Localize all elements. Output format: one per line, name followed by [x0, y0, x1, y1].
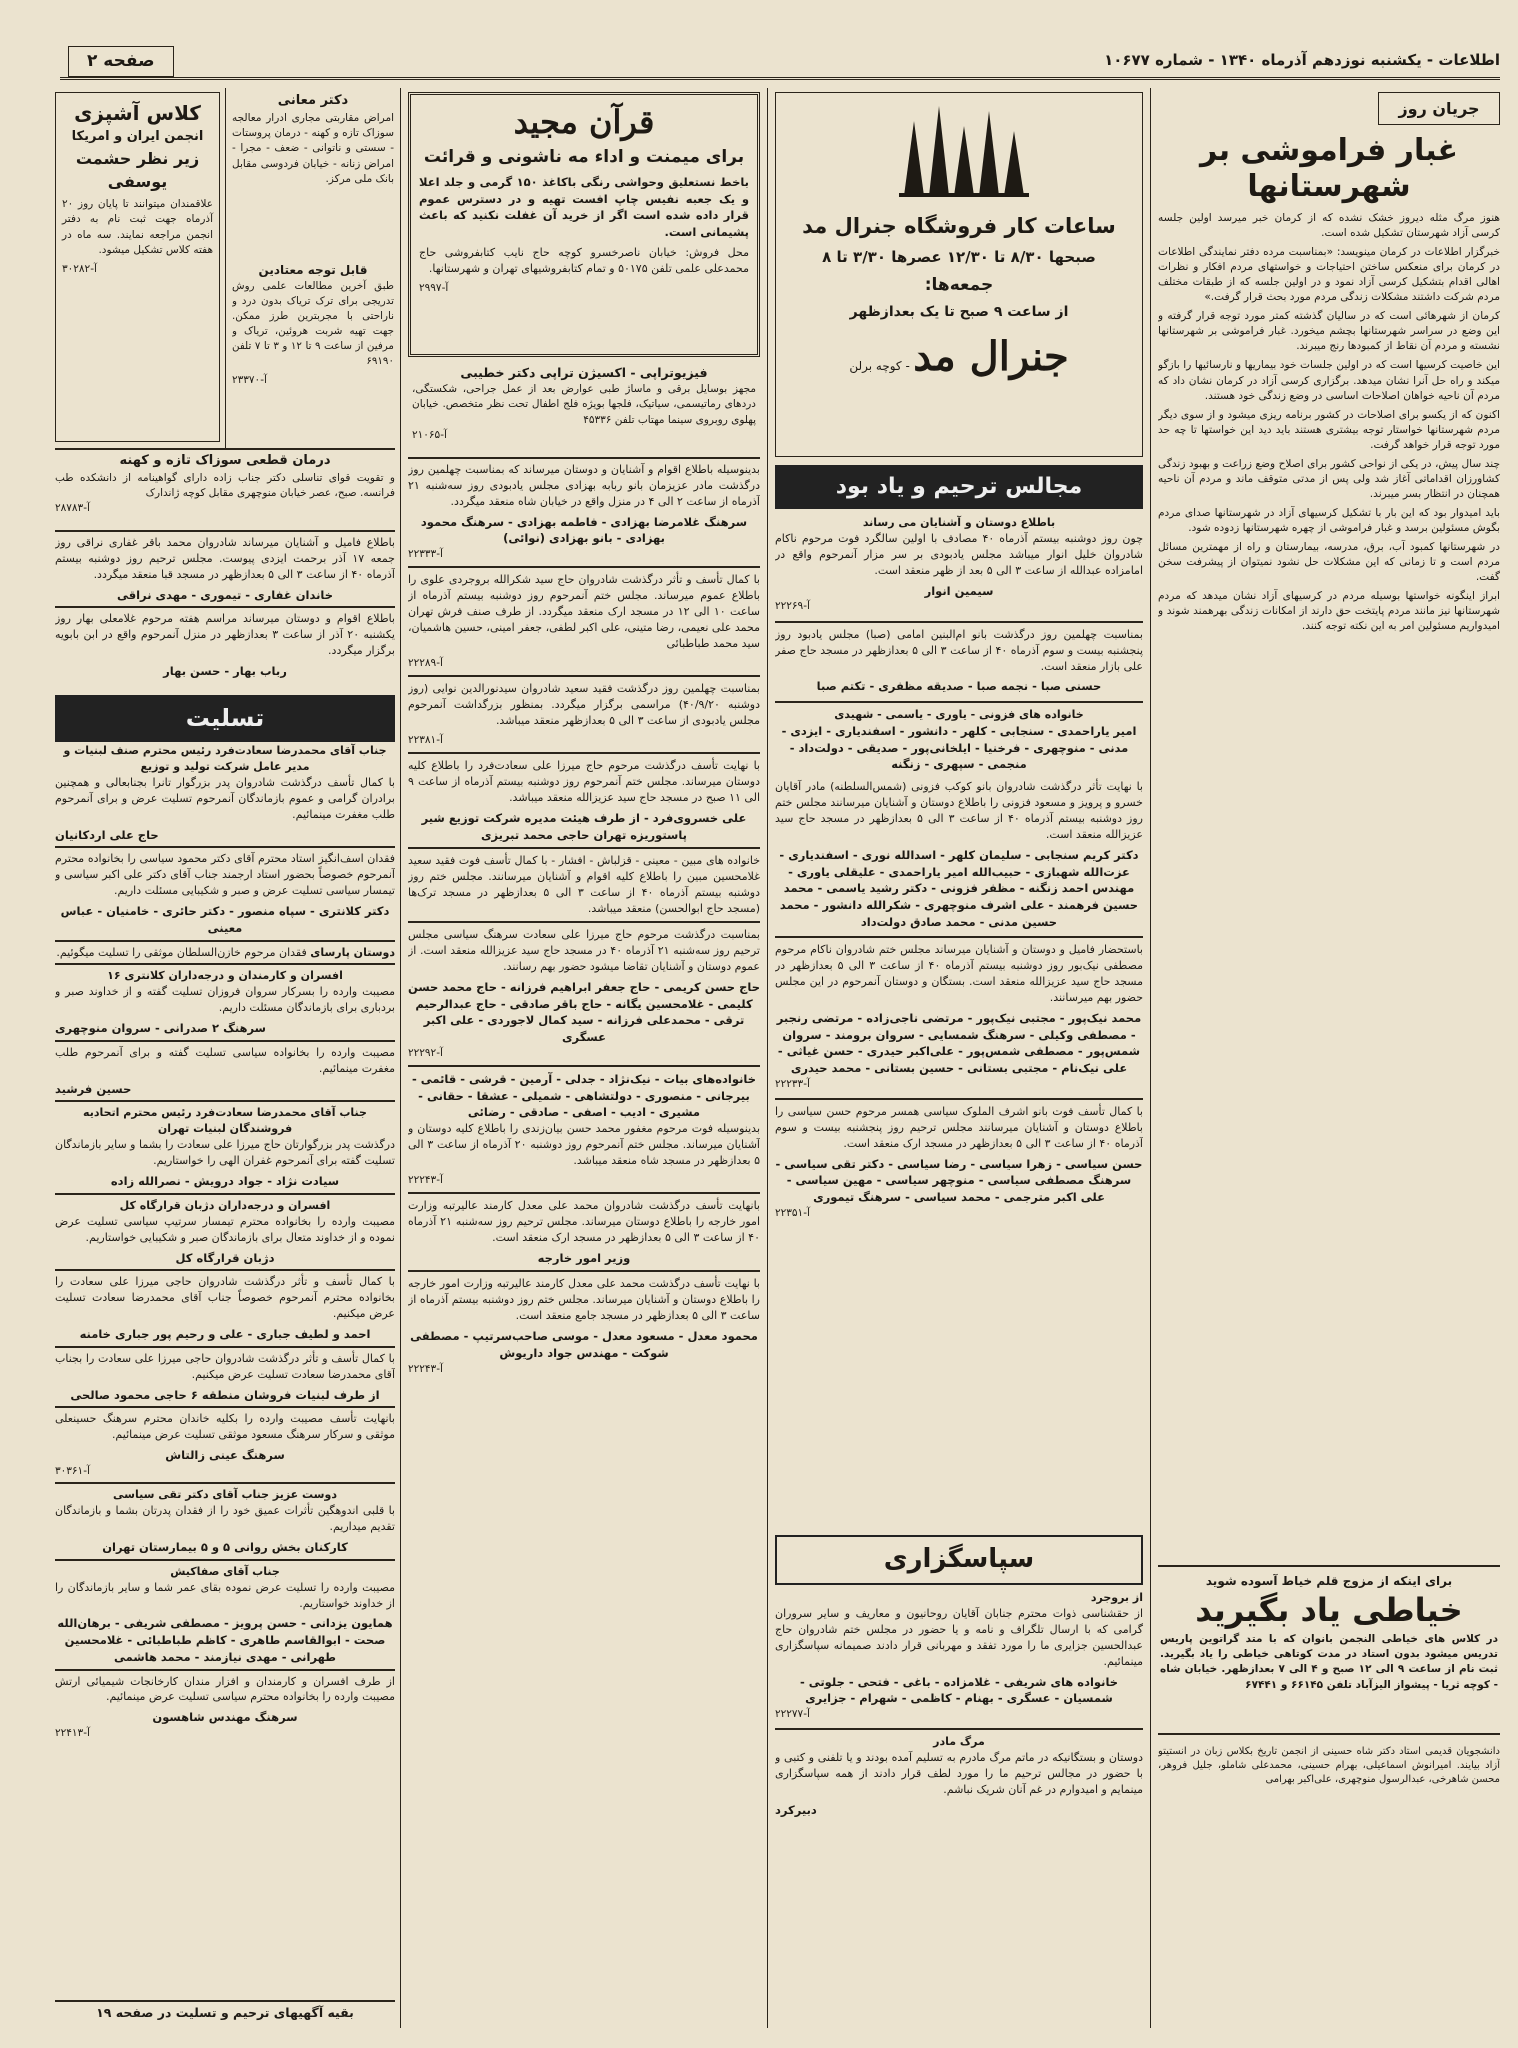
tailoring-ad-head: برای اینکه از مزوج قلم خیاط آسوده شوید	[1205, 1574, 1453, 1588]
thanks-sign: خانواده های شریفی - غلامزاده - باغی - فتحی - جلوتی - شمسیان - عسگری - بهنام - کاظمی - شهرام - جزایری	[799, 1674, 1119, 1706]
separator	[55, 448, 395, 450]
thanks-head: از بروجرد	[1090, 1591, 1143, 1604]
thanks-text: دوستان و بستگانیکه در ماتم مرگ مادرم به تسلیم آمده بودند و یا تلفنی و کتبی و با حضور در مجالس ترحیم ما را مورد لطف قرار دادند از همه سپاسگزاری مینمایم و امیدوارم در غم آنان شریک نباشم.	[775, 1751, 1143, 1797]
separator	[775, 621, 1143, 623]
separator	[408, 1065, 760, 1067]
condolence	[55, 1411, 395, 1479]
condolence	[55, 1045, 395, 1098]
editorial-paragraph: اکنون که از یکسو برای اصلاحات در کشور برنامه ریزی میشود و از سوی دیگر مردم شهرستانها خواستار توجه بیشتری هستند باید دید این خواستها تا چه حد مورد توجه قرار خواهد گرفت.	[1158, 408, 1500, 451]
condolence-sign: کارکنان بخش روانی ۵ و ۵ بیمارستان تهران	[102, 1540, 348, 1554]
condolence-sign: حاج علی اردکانیان	[55, 827, 159, 842]
separator	[55, 1669, 395, 1671]
separator	[408, 847, 760, 849]
condolence-head: دوستان پارسای	[310, 945, 395, 959]
cooking-sub: انجمن ایران و امریکا	[71, 129, 204, 144]
notice-code: آ-۲۲۲۳۳	[775, 1077, 810, 1090]
condolence-text: مصیبت وارده را بسرکار سروان فروزان تسلیت گفته و از خداوند صبر و بردباری برای بازماندگان مسئلت داریم.	[55, 985, 395, 1015]
syphilis-ad	[55, 452, 395, 527]
condolence-text: درگذشت پدر بزرگوارتان حاج میرزا علی سعادت را بشما و سایر بازماندگان تسلیت گفته برای آنمرحوم غفران الهی را خواستاریم.	[55, 1138, 395, 1168]
notice-text: بمناسبت چهلمین روز درگذشت بانو ام‌البنین امامی (صبا) مجلس یادبود روز پنجشنبه بیست و سوم آذرماه ۴۰ از ساعت ۳ الی ۵ بعدازظهر در مسجد حاج صفر علی بازار منعقد است.	[775, 627, 1143, 673]
memorial-notice	[408, 681, 760, 748]
separator	[408, 566, 760, 568]
condolence-code: آ-۲۲۴۱۳	[55, 1727, 90, 1740]
separator	[55, 846, 395, 848]
separator	[55, 963, 395, 965]
notice-code: آ-۲۲۲۶۹	[775, 600, 810, 613]
notice-text: چون روز دوشنبه بیستم آذرماه ۴۰ مصادف با اولین سالگرد فوت مرحوم ناکام شادروان خلیل انوار میباشد مجلس یادبودی بر سر مزار آنمرحوم واقع در امامزاده عبدالله از ساعت ۳ الی ۵ بعد از ظهر منعقد است.	[775, 531, 1143, 577]
doctor-ad	[232, 92, 394, 257]
thanks-sign: دبیرکرد	[775, 1803, 817, 1817]
separator	[408, 1270, 760, 1272]
store-friday-hours: از ساعت ۹ صبح تا یک بعدازظهر	[849, 303, 1069, 320]
notice-sign: وزیر امور خارجه	[537, 1250, 631, 1265]
notice-text: خانواده های مبین - معینی - قزلباش - افشار - با کمال تأسف فوت فقید سعید غلامحسین مبین را باطلاع کلیه اقوام و آشنایان میرسانند. مجلس ختم روز دوشنبه بیستم آذرماه ۴۰ از ساعت ۳ الی ۵ بعدازظهر در مسجد ترک‌ها (مسجد حاج ابوالحسن) منعقد میباشد.	[408, 854, 760, 916]
cooking-by: زیر نظر حشمت یوسفی	[75, 148, 200, 192]
condolence	[55, 1198, 395, 1266]
separator	[55, 1559, 395, 1561]
notice-text: باطلاع اقوام و دوستان میرساند مراسم هفته مرحوم غلامعلی بهار روز یکشنبه ۲۰ آذر از ساعت ۳ بعدازظهر در منزل آنمرحوم واقع در ابن بابویه برگزار میگردد.	[55, 612, 395, 658]
notice-sign: سیمین انوار	[924, 583, 994, 598]
cooking-title: کلاس آشپزی	[74, 101, 201, 125]
divider-4	[225, 88, 226, 448]
memorial-notice	[408, 1276, 760, 1376]
quran-subtitle: برای میمنت و اداء مه ناشونی و قرائت	[423, 147, 745, 168]
memorial-notice	[775, 779, 1143, 930]
notice-text: باستحضار فامیل و دوستان و آشنایان میرساند مجلس ختم شادروان ناکام مرحوم مصطفی نیک‌بور روز دوشنبه بیستم آذرماه ۴۰ از ساعت ۳ الی ۵ بعدازظهر در مسجد حاج سید عزیزالله منعقد است. بستگان و دوستان آنمرحوم در این مجلس حضور بهم میرسانند.	[775, 943, 1143, 1004]
notice-text: با کمال تأسف و تأثر درگذشت شادروان حاج سید شکرالله بروجردی علوی را باطلاع عموم میرساند. مجلس ختم آنمرحوم روز دوشنبه بیستم آذرماه از ساعت ۱۰ الی ۱۲ در مسجد ارک منعقد میگردد. از طرف صنف فرش تهران محمد علی نعیمی، رضا متینی، علی اکبر لطفی، جعفر امینی، حسین هاشمیان، سید محمد طباطبائی	[408, 573, 760, 651]
masthead-date: اطلاعات - یکشنبه نوزدهم آذرماه ۱۳۴۰ - شماره ۱۰۶۷۷	[1104, 51, 1500, 69]
separator	[408, 1192, 760, 1194]
class-notice: دانشجویان قدیمی استاد دکتر شاه حسینی از انجمن تاریخ بکلاس زبان در انستیتو آزاد بیایند. امیرانوش اسماعیلی، بهرام حسینی، محمدعلی شاملو، جلیل فروهر، محسن شاهرخی، عبدالرسول منوچهری، علی‌اکبر بهرامی	[1158, 1746, 1500, 1785]
condolence-sign: همایون یزدانی - حسن پرویز - مصطفی شریفی - برهان‌الله صحت - ابوالقاسم طاهری - کاظم طباطبائی - غلامحسین طهرانی - مهدی نیازمند - محمد هاشمی	[57, 1616, 393, 1664]
cooking-code: آ-۳۰۲۸۲	[62, 263, 97, 276]
notice-head: خانواده های فزونی - یاوری - یاسمی - شهیدی	[834, 708, 1084, 722]
quran-ad	[408, 92, 760, 357]
condolence-text: مصیبت وارده را تسلیت عرض نموده بقای عمر شما و سایر بازماندگان را از خداوند خواستاریم.	[55, 1580, 395, 1610]
memorial-notice	[775, 707, 1143, 773]
physio-title: فیزیوتراپی - اکسیژن تراپی دکتر خطیبی	[460, 365, 708, 380]
condolence-sign: احمد و لطیف جباری - علی و رحیم پور جباری خامنه	[79, 1327, 371, 1342]
physio-text: مجهز بوسایل برقی و ماساژ طبی عوارض بعد از عمل جراحی، شکستگی، دردهای رماتیسمی، سیاتیک، فلجها بویژه فلج اطفال تحت نظر متخصص. خیابان پهلوی روبروی سینما مهتاب تلفن ۴۵۳۳۶	[412, 383, 756, 426]
condolence-notices	[55, 743, 395, 1998]
condolence	[55, 1674, 395, 1742]
store-hours-line: صبحها ۸/۳۰ تا ۱۲/۳۰ عصرها ۳/۳۰ تا ۸	[822, 248, 1096, 267]
physio-code: آ-۲۱۰۶۵	[412, 428, 447, 441]
notice-sign: دکتر کریم سنجابی - سلیمان کلهر - اسدالله نوری - اسفندیاری - عزت‌الله شهبازی - حبیب‌الله امیر یاراحمدی - علیقلی یاوری - مهندس احمد زنگنه - مظفر فزونی - دکتر رشید یاسمی - محمد حسین فرهمند - علی اشرف منوچهری - شکرالله دانشور - محمد حسین مدنی - محمد صادق دولت‌داد	[779, 847, 1139, 929]
notice-text: امیر یاراحمدی - سنجابی - کلهر - دانشور - اسفندیاری - ایزدی - مدنی - منوچهری - فرخنیا - ایلخانی‌پور - صدیقی - دولت‌داد - منجمی - سپهری - زنگنه	[781, 724, 1137, 772]
notice-text: باطلاع فامیل و آشنایان میرساند شادروان محمد باقر غفاری نراقی روز جمعه ۱۷ آذر برحمت ایزدی پیوست. مجلس ترحیم روز دوشنبه بیستم آذرماه ۴۰ از ساعت ۳ الی ۵ بعدازظهر در مسجد قبا منعقد میگردد.	[55, 536, 395, 581]
notice-sign: محمود معدل - مسعود معدل - موسی صاحب‌سرتیپ - مصطفی شوکت - مهندس جواد داریوش	[410, 1329, 758, 1360]
separator	[775, 936, 1143, 938]
store-brand: جنرال مد	[913, 333, 1069, 381]
divider-1	[1150, 88, 1151, 2028]
condolence-sign: دژبان قرارگاه کل	[175, 1250, 275, 1265]
memorial-notice	[775, 942, 1143, 1092]
separator	[55, 1269, 395, 1271]
tailoring-ad-text: در کلاس های خیاطی النجمن بانوان که با متد گراتوین پاریس تدریس میشود بدون استاد در مدت کوتاهی خیاطی را یاد بگیرید. ثبت نام از ساعت ۹ الی ۱۲ صبح و ۴ الی ۷ بعدازظهر. خیابان شاه - کوچه ثریا - پیشواز الیزآباد تلفن ۶۶۱۴۵ و ۶۷۴۴۱	[1160, 1632, 1499, 1691]
editorial-paragraph: کرمان از شهرهائی است که در سالیان گذشته کمتر مورد توجه قرار گرفته و این وضع در سراسر شهرستانها بچشم میخورد. غبار فراموشی بر شهرستانها نشسته و مردم آن نقاط از کمبودها رنج میبرند.	[1158, 310, 1500, 353]
condolence-head: جناب آقای محمدرضا سعادت‌فرد رئیس محترم صنف لبنیات و مدیر عامل شرکت تولید و توزیع	[63, 744, 387, 773]
editorial-headline: غبار فراموشی بر شهرستانها	[1200, 133, 1458, 205]
condolence	[55, 945, 395, 961]
separator	[408, 457, 760, 459]
condolence-head: دوست عزیز جناب آقای دکتر تقی سیاسی	[113, 1488, 337, 1502]
quran-text: باخط نستعلیق وحواشی رنگی باکاغذ ۱۵۰ گرمی و جلد اعلا و یک جعبه نفیس چاپ افست تهیه و در دسترس عموم قرار داده شده است اگر از خرید آن غفلت نکنید که باعث پشیمانی است.	[419, 175, 749, 240]
condolence	[55, 743, 395, 843]
notice-text: بدینوسیله باطلاع اقوام و آشنایان و دوستان میرساند که بمناسبت چهلمین روز درگذشت مادر عزیزمان بانو ربابه بهزادی مجلس یادبودی روز سه‌شنبه ۲۱ آذرماه از ساعت ۲ الی ۴ در منزل واقع در خیابان شاه منعقد میگردد.	[408, 463, 760, 508]
condolence	[55, 968, 395, 1036]
notice-code: آ-۲۲۲۴۳	[408, 1362, 443, 1375]
syphilis-title: درمان قطعی سوزاک تازه و کهنه	[119, 453, 331, 468]
cooking-class-ad	[55, 92, 220, 442]
memorial-notice	[408, 758, 760, 843]
notice-sign: سرهنگ غلامرضا بهزادی - فاطمه بهزادی - سرهنگ محمود بهزادی - بانو بهزادی (نوائی)	[420, 514, 748, 546]
notice-sign: حاج حسن کریمی - حاج جعفر ابراهیم فرزانه - حاج محمد حسن کلیمی - غلامحسین یگانه - حاج باقر صادقی - حاج عبدالرحیم ترقی - محمدعلی فرزانه - سید کمال لاجوردی - علی اکبر عسگری	[408, 980, 760, 1045]
store-brand-row	[784, 328, 1134, 386]
quran-title: قرآن مجید	[513, 103, 655, 141]
notice-code: آ-۲۲۲۸۹	[408, 657, 443, 670]
addiction-ad	[232, 262, 394, 442]
editorial-paragraph: این خاصیت کرسیها است که در اولین جلسات خود بیماریها و نارسائیها را بازگو میکند و راه حل آنرا نشان میدهد. برگزاری کرسی آزاد در کرمان نشان داد که مردم آن ناحیه خواهان اصلاحات اساسی در وضع زندگی خود هستند.	[1158, 359, 1500, 402]
store-hours-title: ساعات کار فروشگاه جنرال مد	[802, 214, 1116, 238]
syphilis-text: و تقویت قوای تناسلی دکتر جناب زاده دارای گواهینامه از دانشکده طب فرانسه. صبح، عصر خیابان منوچهری مقابل کوچه ژاندارک	[55, 471, 395, 500]
store-logo-icon	[884, 101, 1034, 201]
condolence-sign: سرهنگ ۲ صدرانی - سروان منوچهری	[55, 1021, 266, 1036]
notice-head: باطلاع دوستان و آشنایان می رساند	[862, 516, 1056, 529]
notice-text: با نهایت تأسف درگذشت محمد علی معدل کارمند عالیرتبه وزارت امور خارجه را باطلاع دوستان و آشنایان میرساند. مجلس ختم روز دوشنبه بیستم آذرماه از ساعت ۳ الی ۵ بعدازظهر در مسجد جامع منعقد است.	[408, 1277, 760, 1323]
cooking-text: علاقمندان میتوانند تا پایان روز ۲۰ آذرماه جهت ثبت نام به دفتر انجمن مراجعه نمایند. سه ماه در هفته کلاس تشکیل میشود.	[62, 198, 213, 256]
condolence-head: جناب آقای صفاکیش	[170, 1564, 280, 1578]
separator	[408, 752, 760, 754]
memorial-notice	[775, 627, 1143, 695]
doctor-text: امراض مقاربتی مجاری ادرار معالجه سوزاک تازه و کهنه - درمان پروستات - سستی و ناتوانی - ضعف - مجرا - امراض زنانه - خیابان فردوسی مقابل بانک ملی مرکز.	[232, 111, 394, 185]
page-label: صفحه ۲	[68, 46, 174, 77]
condolence-code: آ-۳۰۳۶۱	[55, 1464, 90, 1477]
col4-notices	[55, 535, 395, 690]
physio-ad	[408, 362, 760, 454]
separator	[775, 1098, 1143, 1100]
separator	[55, 1482, 395, 1484]
condolence-sign: سیادت نژاد - جواد درویش - نصرالله زاده	[110, 1174, 340, 1189]
condolence	[55, 1487, 395, 1555]
thanks-notice	[775, 1590, 1143, 1722]
separator	[55, 530, 395, 532]
condolence-text: فقدان اسف‌انگیز استاد محترم آقای دکتر محمود سیاسی را بخانواده محترم آنمرحوم خصوصاً بحضور استاد ارجمند جناب آقای دکتر علی اکبر سیاسی و تیمسار سیاسی تسلیت عرض و صبر و شکیبایی مسئلت داریم.	[55, 852, 395, 898]
editorial-tag: جریان روز	[1378, 92, 1500, 125]
continued-footer: بقیه آگهیهای ترحیم و تسلیت در صفحه ۱۹	[55, 2000, 395, 2022]
editorial-paragraph: در شهرستانها کمبود آب، برق، مدرسه، بیمارستان و راه از مهمترین مسائل مردم است و تا زمانی که این مشکلات حل نشود نمیتوان از پیشرفت سخن گفت.	[1158, 540, 1500, 583]
notice-text: بمناسبت چهلمین روز درگذشت فقید سعید شادروان سیدنورالدین نوایی (روز دوشنبه ۴۰/۹/۲۰) مراسمی برگزار میگردد. بمنظور بزرگداشت آنمرحوم مجلس یادبودی از ساعت ۳ الی ۵ بعدازظهر منعقد میباشد.	[408, 682, 760, 728]
memorial-notice	[408, 1121, 760, 1188]
notice-code: آ-۲۲۳۸۱	[408, 734, 443, 747]
separator	[55, 606, 395, 608]
condolence-banner: تسلیت	[55, 695, 395, 742]
editorial-paragraph: هنوز مرگ مثله دیروز خشک نشده که از کرمان خبر میرسد اولین جلسه کرسی آزاد شهرستان تشکیل شده است.	[1158, 212, 1500, 240]
condolence-head: جناب آقای محمدرضا سعادت‌فرد رئیس محترم اتحادیه فروشندگان لبنیات تهران	[83, 1106, 367, 1136]
condolence-text: از طرف افسران و کارمندان و افزار مندان کارخانجات شیمیائی ارتش مصیبت وارده را بخانواده محترم سیاسی تسلیت عرض مینمائیم.	[55, 1674, 395, 1704]
notice-sign: علی خسروی‌فرد - از طرف هیئت مدیره شرکت توزیع شیر پاستوریزه تهران حاجی محمد تبریزی	[421, 811, 747, 842]
thanks-text: از حقشناسی ذوات محترم جنابان آقایان روحانیون و معاریف و سایر سروران گرامی که با ارسال تلگراف و نامه و یا حضور در مجلس ختم شادروان حاج عبدالحسین جزایری ما را مورد تفقد و مهربانی قرار دادند صمیمانه سپاسگزاری مینمائیم.	[775, 1606, 1143, 1668]
separator	[55, 1100, 395, 1102]
notice-code: آ-۲۲۳۳۳	[408, 548, 443, 561]
notice-code: آ-۲۲۲۴۳	[408, 1173, 443, 1186]
doctor-title: دکتر معانی	[277, 93, 349, 108]
store-friday-label: جمعه‌ها:	[924, 275, 994, 296]
condolence-text: فقدان مرحوم خازن‌السلطان موثقی را تسلیت میگوئیم.	[56, 945, 307, 959]
notice-text: با نهایت تأسف درگذشت مرحوم حاج میرزا علی سعادت‌فرد را باطلاع کلیه دوستان میرساند. مجلس ختم آنمرحوم روز دوشنبه بیستم آذرماه از ساعت ۹ الی ۱۱ صبح در مسجد حاج سید عزیزالله منعقد میباشد.	[408, 759, 760, 805]
notice-code: آ-۲۲۲۹۲	[408, 1046, 443, 1059]
separator	[408, 921, 760, 923]
memorial-notice	[775, 1104, 1143, 1221]
col3-notices	[408, 462, 760, 2022]
notice-sign: رباب بهار - حسن بهار	[163, 664, 287, 679]
notice-text: بدینوسیله فوت مرحوم مغفور محمد حسن بیان‌زندی را باطلاع کلیه دوستان و آشنایان میرساند. مجلس ختم آنمرحوم روز دوشنبه ۲۰ آذرماه از ساعت ۳ الی ۵ بعدازظهر در مسجد شاه منعقد میباشد.	[408, 1121, 760, 1167]
memorial-notice	[408, 853, 760, 917]
condolence-sign: حسین فرشید	[55, 1081, 132, 1096]
syphilis-code: آ-۲۸۷۸۳	[55, 502, 90, 515]
editorial-paragraph: ابراز اینگونه خواستها بوسیله مردم در کرسیهای آزاد نشان میدهد که مردم شهرستانها نیز مانند مردم پایتخت حق دارند از امکانات زندگی بهرهمند شوند و امیدواریم مسئولین امر به این نکته توجه کنند.	[1158, 589, 1500, 632]
separator	[55, 1040, 395, 1042]
notice-text: با نهایت تأثر درگذشت شادروان بانو کوکب فزونی (شمس‌السلطنه) مادر آقایان خسرو و پرویز و مسعود فزونی را باطلاع دوستان و آشنایان میرسانند مجلس ختم روز دوشنبه بیستم آذرماه ۴۰ از ساعت ۳ الی ۵ بعدازظهر در مسجد حاج سید عزیزالله منعقد است.	[775, 780, 1143, 841]
memorial-notices	[775, 515, 1143, 1525]
condolence-sign: دکتر کلانتری - سپاه منصور - دکتر حائری - خامنیان - عباس معینی	[60, 904, 390, 935]
divider-3	[400, 88, 401, 2028]
memorial-notice	[408, 1071, 760, 1121]
condolence-head: افسران و درجه‌داران دژبان قرارگاه کل	[119, 1198, 331, 1212]
memorial-banner: مجالس ترحیم و یاد بود	[775, 465, 1143, 509]
notice-text: خانواده‌های بیات - نیک‌نژاد - جدلی - آرمین - قرشی - قائمی - بیرجانی - منصوری - دولتشاهی - شمیلی - عشقا - حقانی - مشیری - ادیب - اصفی - صادقی - رضائی	[411, 1071, 757, 1120]
notice-sign: محمد نیک‌پور - مجتبی نیک‌پور - مرتضی ناجی‌زاده - مرتضی رنجبر - مصطفی وکیلی - سرهنگ شمسایی - سروان برومند - سروان شمس‌پور - مصطفی شمس‌پور - علی‌اکبر حیدری - حسن غیاثی - علی نیک‌نام - مجتبی بستانی - حسین بستانی - محمد حیدری	[776, 1010, 1142, 1075]
separator	[775, 1728, 1143, 1730]
quran-sale: محل فروش: خیابان ناصرخسرو کوچه حاج نایب کتابفروشی حاج محمدعلی علمی تلفن ۵۰۱۷۵ و تمام کتابفروشیهای تهران و شهرستانها.	[419, 245, 749, 275]
condolence-text: با قلبی اندوهگین تأثرات عمیق خود را از فقدان پدرتان بشما و بازماندگان تقدیم میداریم.	[55, 1504, 395, 1534]
notice-sign: خاندان غفاری - تیموری - مهدی نراقی	[116, 587, 334, 602]
quran-code: آ-۲۹۹۷	[419, 281, 449, 294]
separator	[408, 675, 760, 677]
memorial-notice	[408, 1198, 760, 1266]
condolence-text: مصیبت وارده را بخانواده محترم تیمسار سرتیپ سیاسی تسلیت عرض نموده و از خداوند متعال برای بازماندگان صبر و شکیبایی خواستاریم.	[55, 1214, 395, 1244]
condolence-text: بانهایت تأسف مصیبت وارده را بکلیه خاندان محترم سرهنگ حسینعلی موثقی و سرکار سرهنگ مسعود موثقی تسلیت عرض مینمائیم.	[55, 1412, 395, 1442]
addiction-code: آ-۲۳۳۷۰	[232, 373, 267, 386]
tailoring-ad-title: خیاطی یاد بگیرید	[1195, 1591, 1463, 1630]
general-mode-ad	[775, 92, 1143, 457]
editorial-paragraph: خبرگزار اطلاعات در کرمان مینویسد: «بمناسبت مرده دفتر نمایندگی اطلاعات در کرمان برای منعکس ساختن احتیاجات و خواستهای مردم افکار و نظرات اهالی اقدام بتشکیل کرسی آزاد نمود و در اولین جلسه که از طبقات مختلف مردم شرکت داشتند مشکلات زندگی مردم مورد بحث قرار گرفت.»	[1158, 246, 1500, 304]
notice-text: با کمال تأسف فوت بانو اشرف الملوک سیاسی همسر مرحوم حسن سیاسی را باطلاع دوستان و آشنایان میرسانند مجلس ترحیم روز پنجشنبه بیست و سوم آذرماه ۴۰ از ساعت ۳ الی ۵ بعدازظهر در مسجد ارک منعقد است.	[775, 1104, 1143, 1150]
notice-sign: حسن سیاسی - زهرا سیاسی - رضا سیاسی - دکتر تقی سیاسی - سرهنگ مصطفی سیاسی - منوچهر سیاسی - مهین سیاسی - علی اکبر مترجمی - محمد سیاسی - سرهنگ تیموری	[775, 1156, 1143, 1204]
separator	[55, 940, 395, 942]
editorial-body	[1158, 211, 1500, 634]
condolence-sign: سرهنگ عینی زالتاش	[165, 1448, 285, 1463]
condolence	[55, 1564, 395, 1666]
thanks-notices	[775, 1590, 1143, 2020]
addiction-text: طبق آخرین مطالعات علمی روش تدریجی برای ترک تریاک بدون درد و ناراحتی با مجربترین طرز ممکن. جهت تهیه شربت هروئین، تریاک و مرفین از ساعت ۹ تا ۱۲ و ۳ تا ۷ تلفن ۶۹۱۹۰	[232, 280, 394, 367]
memorial-notice	[408, 462, 760, 562]
divider-2	[767, 88, 768, 2028]
thanks-head: مرگ مادر	[933, 1735, 985, 1749]
condolence	[55, 1105, 395, 1189]
notice-code: آ-۲۲۳۵۱	[775, 1206, 810, 1219]
condolence-sign: از طرف لبنیات فروشان منطقه ۶ حاجی محمود صالحی	[70, 1387, 380, 1402]
condolence-text: مصیبت وارده را بخانواده سیاسی تسلیت گفته و برای آنمرحوم طلب مغفرت مینمائیم.	[55, 1045, 395, 1075]
addiction-title: قابل توجه معتادین	[258, 263, 368, 277]
condolence	[55, 1351, 395, 1404]
condolence-sign: سرهنگ مهندس شاهسون	[152, 1710, 298, 1725]
separator	[55, 1406, 395, 1408]
thanks-notice	[775, 1734, 1143, 1818]
condolence-text: با کمال تأسف درگذشت شادروان پدر بزرگوار تانرا بجنابعالی و همچنین برادران گرامی و عموم بازماندگان آنمرحوم تسلیت عرض و برای آنمرحوم طلب مغفرت مینمائیم.	[55, 775, 395, 821]
condolence	[55, 1274, 395, 1342]
tailoring-ad	[1158, 1565, 1500, 1735]
condolence-head: افسران و کارمندان و درجه‌داران کلانتری ۱۶	[107, 969, 343, 983]
masthead	[60, 40, 1500, 80]
thanks-banner: سپاسگزاری	[775, 1535, 1143, 1585]
condolence-text: با کمال تأسف و تأثر درگذشت شادروان حاجی میرزا علی سعادت را بجناب آقای محمدرضا سعادت تسلیت عرض میکنیم.	[55, 1351, 395, 1381]
notice-text: بمناسبت درگذشت مرحوم حاج میرزا علی سعادت سرهنگ سیاسی مجلس ترحیم روز سه‌شنبه ۲۱ آذرماه ۴۰ در مسجد حاج سید عزیزالله منعقد است. از عموم دوستان و آشنایان تقاضا میشود حضور بهم رسانند.	[408, 928, 760, 974]
separator	[55, 1193, 395, 1195]
notice-sign: حسنی صبا - نجمه صبا - صدیقه مظفری - تکتم صبا	[816, 679, 1102, 694]
memorial-notice	[408, 572, 760, 671]
thanks-code: آ-۲۲۲۷۷	[775, 1708, 810, 1721]
store-logo	[784, 101, 1134, 211]
notice-text: بانهایت تأسف درگذشت شادروان محمد علی معدل کارمند عالیرتبه وزارت امور خارجه را باطلاع دوستان میرساند. مجلس ترحیم روز سه‌شنبه ۲۱ آذرماه ۴۰ از ساعت ۳ الی ۵ بعدازظهر در مسجد ارک منعقد است.	[408, 1198, 760, 1244]
store-brand-sub: - کوچه برلن	[849, 359, 910, 374]
separator	[775, 701, 1143, 703]
separator	[55, 1346, 395, 1348]
editorial-paragraph: چند سال پیش، در یکی از نواحی کشور برای اصلاح وضع زراعت و بهبود زندگی کشاورزان اقداماتی آغاز شد ولی پس از مدتی متوقف ماند و مردم آن ناحیه همچنان در انتظار بسر میبرند.	[1158, 457, 1500, 500]
condolence-text: با کمال تأسف و تأثر درگذشت شادروان حاجی میرزا علی سعادت را بخانواده محترم آنمرحوم خصوصاً جناب آقای محمدرضا سعادت تسلیت عرض میکنیم.	[55, 1275, 395, 1321]
condolence	[55, 851, 395, 936]
editorial-paragraph: باید امیدوار بود که این بار با تشکیل کرسیهای آزاد در شهرستانها صدای مردم بگوش مسئولین برسد و غبار فراموشی از چهره شهرستانها زدوده شود.	[1158, 506, 1500, 534]
memorial-notice	[775, 515, 1143, 615]
memorial-notice	[408, 927, 760, 1061]
